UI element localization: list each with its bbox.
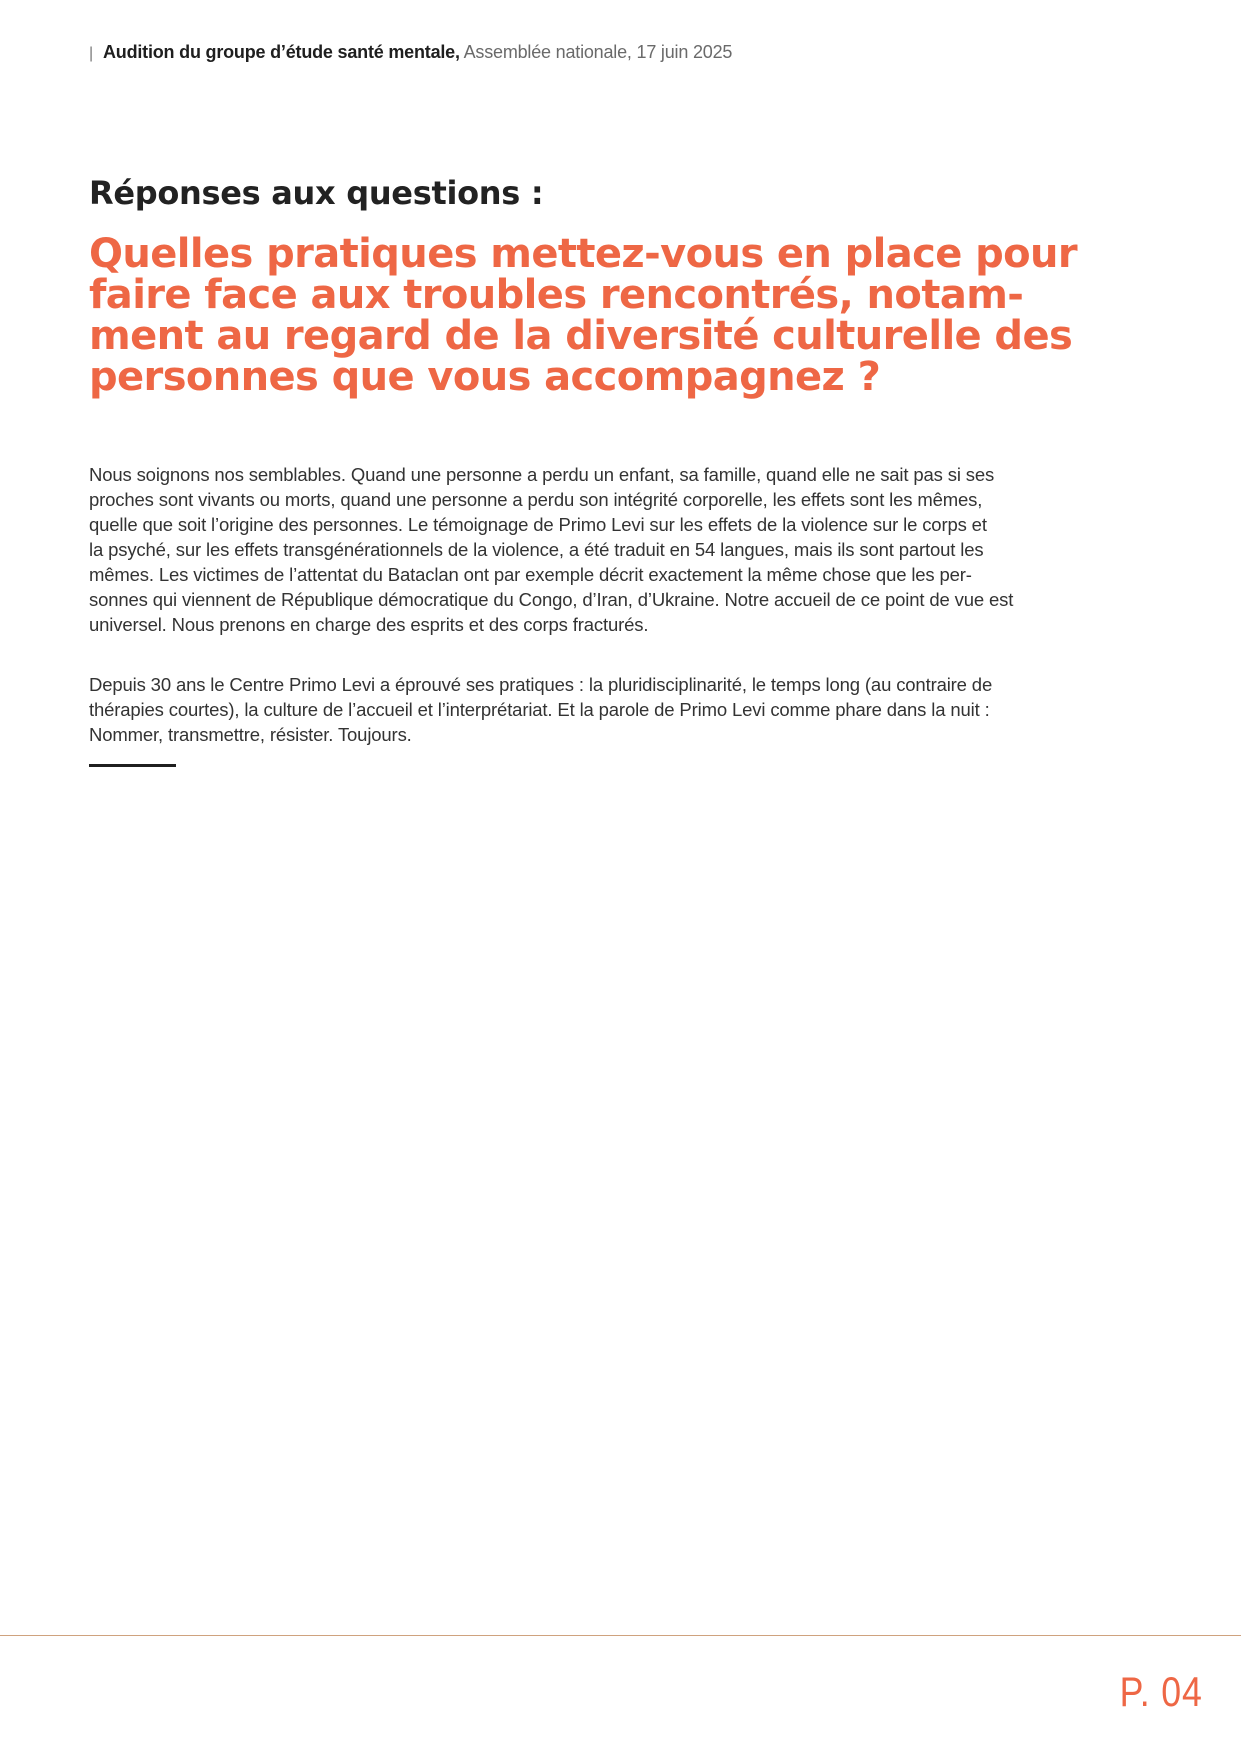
- running-header: [89, 40, 732, 66]
- answer-paragraph-2: [89, 672, 1089, 747]
- paragraph-line: quelle que soit l’origine des personnes. Le témoignage de Primo Levi sur les effets de la violence sur le corps et: [89, 514, 987, 535]
- paragraph-line: Depuis 30 ans le Centre Primo Levi a éprouvé ses pratiques : la pluridisciplinarité, le temps long (au contraire de: [89, 674, 993, 695]
- question-line: ment au regard de la diversité culturelle des: [89, 313, 1073, 359]
- footer-divider: [0, 1635, 1241, 1636]
- paragraph-line: Nommer, transmettre, résister. Toujours.: [89, 724, 412, 745]
- paragraph-line: la psyché, sur les effets transgénérationnels de la violence, a été traduit en 54 langues, mais ils sont partout les: [89, 539, 984, 560]
- paragraph-line: mêmes. Les victimes de l’attentat du Bataclan ont par exemple décrit exactement la même chose que les per-: [89, 564, 972, 585]
- paragraph-line: universel. Nous prenons en charge des esprits et des corps fracturés.: [89, 614, 649, 635]
- answer-paragraph-1: [89, 462, 1089, 637]
- paragraph-line: proches sont vivants ou morts, quand une personne a perdu son intégrité corporelle, les effets sont les mêmes,: [89, 489, 983, 510]
- question-heading: [89, 231, 1089, 400]
- paragraph-line: sonnes qui viennent de République démocratique du Congo, d’Iran, d’Ukraine. Notre accueil de ce point de vue est: [89, 589, 1014, 610]
- header-subtitle: Assemblée nationale, 17 juin 2025: [459, 42, 733, 62]
- paragraph-line: Nous soignons nos semblables. Quand une personne a perdu un enfant, sa famille, quand elle ne sait pas si ses: [89, 464, 995, 485]
- question-line: Quelles pratiques mettez-vous en place pour: [89, 231, 1078, 277]
- section-end-rule: [89, 764, 176, 767]
- paragraph-line: thérapies courtes), la culture de l’accueil et l’interprétariat. Et la parole de Primo Levi comme phare dans la nuit :: [89, 699, 990, 720]
- header-title: Audition du groupe d’étude santé mentale,: [102, 42, 460, 62]
- question-line: personnes que vous accompagnez ?: [89, 354, 881, 400]
- page-number: P. 04: [1119, 1668, 1203, 1715]
- section-kicker: Réponses aux questions :: [89, 174, 544, 212]
- answer-body: [89, 462, 1089, 782]
- header-separator: |: [89, 45, 93, 62]
- question-line: faire face aux troubles rencontrés, notam-: [89, 272, 1024, 318]
